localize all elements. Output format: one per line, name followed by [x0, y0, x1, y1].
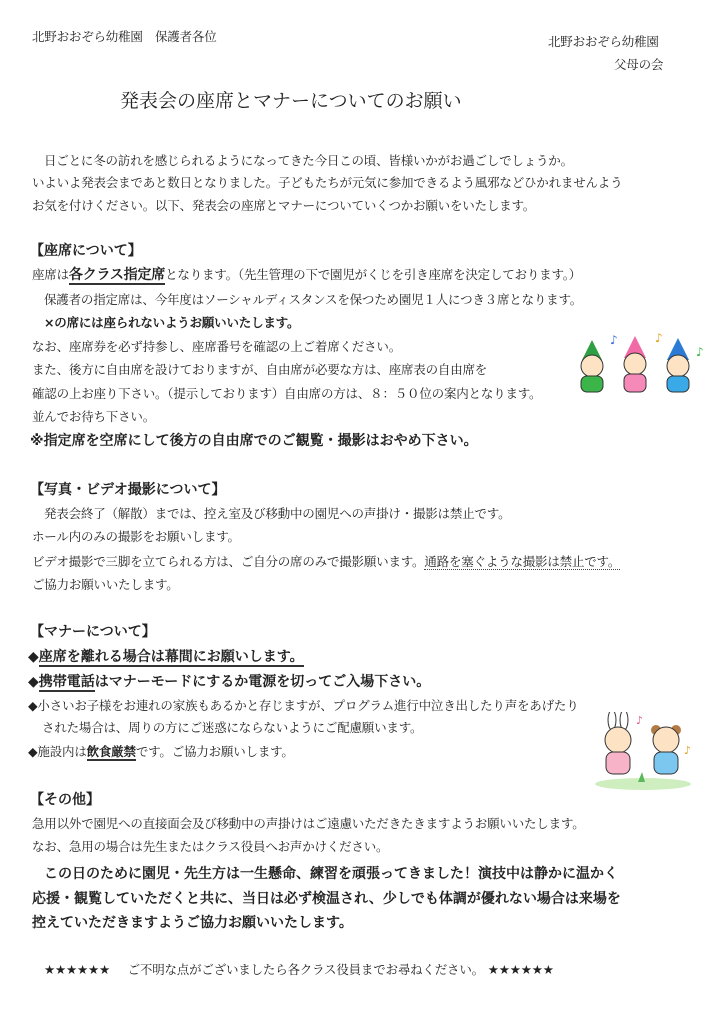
recipients: 北野おおぞら幼稚園 保護者各位 — [32, 29, 217, 44]
manners-item-1: ◆座席を離れる場合は幕間にお願いします。 — [28, 649, 304, 665]
svg-text:♪: ♪ — [655, 331, 663, 345]
svg-text:♪: ♪ — [610, 333, 618, 347]
seating-line-6: 確認の上お座り下さい。（提示しております）自由席の方は、８：５０位の案内となります。 — [32, 386, 542, 401]
photo-emphasis: 通路を塞ぐような撮影は禁止です。 — [424, 554, 621, 569]
footer-stars-right: ★★★★★★ — [487, 962, 554, 977]
children-illustration — [570, 330, 710, 400]
svg-text:♪: ♪ — [696, 345, 704, 359]
other-line-1: 急用以外で園児への直接面会及び移動中の声掛けはご遠慮いただきたきますようお願いいたします。 — [32, 816, 585, 831]
bunny-bear-illustration — [588, 712, 698, 792]
manners-item-2: ◆携帯電話はマナーモードにするか電源を切ってご入場下さい。 — [28, 674, 431, 690]
sender-school: 北野おおぞら幼稚園 — [548, 34, 659, 49]
manners-item-3b: された場合は、周りの方にご迷惑にならないようにご配慮願います。 — [42, 720, 423, 735]
manners-heading: 【マナーについて】 — [30, 624, 156, 640]
seating-line-5: また、後方に自由席を設けておりますが、自由席が必要な方は、座席表の自由席を — [32, 362, 488, 377]
photo-line-1: 発表会終了（解散）までは、控え室及び移動中の園児への声掛け・撮影は禁止です。 — [44, 506, 511, 521]
seating-note: ※指定席を空席にして後方の自由席でのご観覧・撮影はおやめ下さい。 — [30, 433, 478, 449]
sender-group: 父母の会 — [614, 57, 664, 72]
photo-line-2: ホール内のみの撮影をお願いします。 — [32, 529, 240, 544]
photo-line-4: ご協力お願いいたします。 — [32, 577, 179, 592]
other-line-2: なお、急用の場合は先生またはクラス役員へお声かけください。 — [32, 839, 389, 854]
footer-text: ご不明な点がございましたら各クラス役員までお尋ねください。 — [127, 962, 484, 977]
seating-line-4: なお、座席券を必ず持参し、座席番号を確認の上ご着席ください。 — [32, 339, 402, 354]
seating-heading: 【座席について】 — [30, 243, 142, 259]
intro-line-1: 日ごとに冬の訪れを感じられるようになってきた今日この頃、皆様いかがお過ごしでしょうか。 — [44, 153, 573, 168]
footer-line — [44, 960, 554, 978]
seating-line-1: 座席は各クラス指定席となります。（先生管理の下で園児がくじを引き座席を決定しております。） — [32, 267, 582, 283]
svg-text:♪: ♪ — [684, 744, 692, 757]
seating-line-3: ×の席には座られないようお願いいたします。 — [44, 315, 300, 330]
photo-line-3: ビデオ撮影で三脚を立てられる方は、ご自分の席のみで撮影願います。通路を塞ぐような撮影は禁止です。 — [32, 554, 621, 569]
intro-line-2: いよいよ発表会まであと数日となりました。子どもたちが元気に参加できるよう風邪などひかれませんよう — [32, 175, 623, 190]
intro-line-3: お気を付けください。以下、発表会の座席とマナーについていくつかお願いをいたします。 — [32, 198, 536, 213]
manners-item-4: ◆施設内は飲食厳禁です。ご協力お願いします。 — [28, 744, 294, 759]
manners-item-3a: ◆小さいお子様をお連れの家族もあるかと存じますが、プログラム進行中泣き出したり声をあげたり — [28, 698, 579, 713]
footer-stars-left: ★★★★★★ — [44, 962, 111, 977]
seating-emphasis: 各クラス指定席 — [68, 267, 166, 283]
closing-line-2: 応援・観覧していただくと共に、当日は必ず検温され、少しでも体調が優れない場合は来場を — [32, 891, 621, 907]
page-title: 発表会の座席とマナーについてのお願い — [120, 90, 462, 112]
closing-line-1: この日のために園児・先生方は一生懸命、練習を頑張ってきました！演技中は静かに温かく — [44, 866, 618, 882]
closing-line-3: 控えていただきますようご協力お願いいたします。 — [32, 915, 353, 931]
svg-text:♪: ♪ — [636, 714, 644, 727]
photo-heading: 【写真・ビデオ撮影について】 — [30, 482, 226, 498]
seating-line-7: 並んでお待ち下さい。 — [32, 409, 156, 424]
other-heading: 【その他】 — [30, 792, 100, 808]
seating-line-2: 保護者の指定席は、今年度はソーシャルディスタンスを保つため園児１人につき３席となります。 — [44, 292, 583, 307]
